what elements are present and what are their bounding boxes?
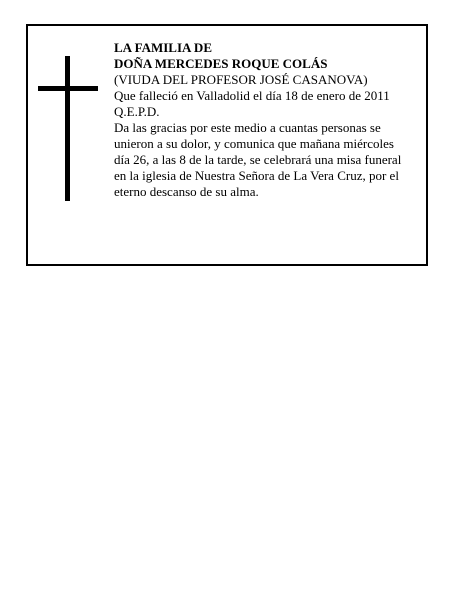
- heading-line-2: DOÑA MERCEDES ROQUE COLÁS: [114, 56, 328, 71]
- cross-horizontal-bar: [38, 86, 98, 91]
- qepd-line: Q.E.P.D.: [114, 104, 160, 119]
- body-line: eterno descanso de su alma.: [114, 184, 259, 199]
- body-line: Da las gracias por este medio a cuantas personas se: [114, 120, 381, 135]
- heading-line-1: LA FAMILIA DE: [114, 40, 212, 55]
- body-line: en la iglesia de Nuestra Señora de La Vera Cruz, por el: [114, 168, 399, 183]
- body-line: unieron a su dolor, y comunica que mañana miércoles: [114, 136, 394, 151]
- cross-vertical-bar: [65, 56, 70, 201]
- body-line: día 26, a las 8 de la tarde, se celebrará una misa funeral: [114, 152, 402, 167]
- cross-icon: [38, 56, 98, 201]
- subheading: (VIUDA DEL PROFESOR JOSÉ CASANOVA): [114, 72, 368, 87]
- notice-text: [114, 40, 419, 200]
- obituary-notice: [26, 24, 428, 266]
- death-line: Que falleció en Valladolid el día 18 de enero de 2011: [114, 88, 390, 103]
